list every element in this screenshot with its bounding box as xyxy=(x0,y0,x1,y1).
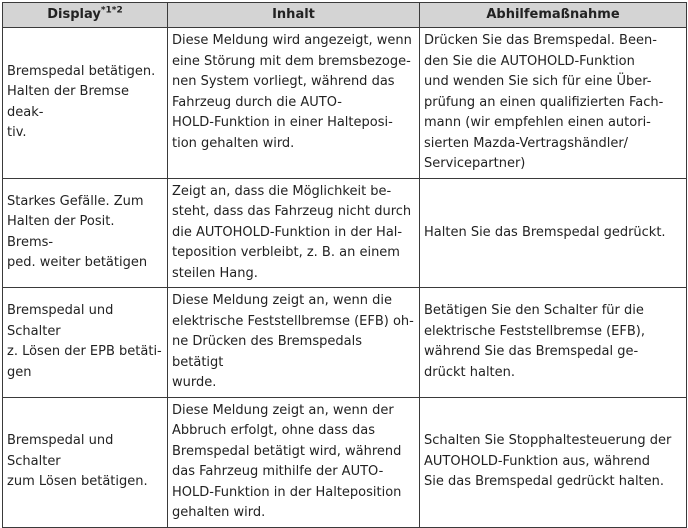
header-display xyxy=(3,3,168,28)
cell-display: Bremspedal und Schalter zum Lösen betätigen. xyxy=(3,397,168,527)
cell-display: Starkes Gefälle. Zum Halten der Posit. Brems- ped. weiter betätigen xyxy=(3,178,168,288)
table-header-row xyxy=(3,3,687,28)
cell-content: Diese Meldung zeigt an, wenn der Abbruch erfolgt, ohne dass das Bremspedal betätigt wird, während das Fahrzeug mithilfe der AUTO- HOLD-Funktion in der Halteposition gehalten wird. xyxy=(168,397,420,527)
header-content: Inhalt xyxy=(168,3,420,28)
table-row xyxy=(3,397,687,527)
cell-display: Bremspedal und Schalter z. Lösen der EPB betäti- gen xyxy=(3,288,168,398)
header-action: Abhilfemaßnahme xyxy=(420,3,687,28)
table-row xyxy=(3,178,687,288)
cell-action: Schalten Sie Stopphaltesteuerung der AUTOHOLD-Funktion aus, während Sie das Bremspedal gedrückt halten. xyxy=(420,397,687,527)
cell-content: Diese Meldung zeigt an, wenn die elektrische Feststellbremse (EFB) oh- ne Drücken des Bremspedals betätigt wurde. xyxy=(168,288,420,398)
table-row xyxy=(3,28,687,179)
cell-content: Diese Meldung wird angezeigt, wenn eine Störung mit dem bremsbezoge- nen System vorliegt, während das Fahrzeug durch die AUTO- HOLD-Funktion in einer Halteposi- tion gehalten wird. xyxy=(168,28,420,179)
message-table xyxy=(2,2,687,528)
header-display-footnote: *1*2 xyxy=(100,5,123,16)
cell-action: Drücken Sie das Bremspedal. Been- den Sie die AUTOHOLD-Funktion und wenden Sie sich für eine Über- prüfung an einen qualifizierten Fach- mann (wir empfehlen einen autori- sierten Mazda-Vertragshändler/ Servicepartner) xyxy=(420,28,687,179)
table-row xyxy=(3,288,687,398)
cell-content: Zeigt an, dass die Möglichkeit be- steht, dass das Fahrzeug nicht durch die AUTOHOLD-Funktion in der Hal- teposition verbleibt, z. B. an einem steilen Hang. xyxy=(168,178,420,288)
cell-display: Bremspedal betätigen. Halten der Bremse deak- tiv. xyxy=(3,28,168,179)
cell-action: Halten Sie das Bremspedal gedrückt. xyxy=(420,178,687,288)
header-display-label: Display xyxy=(47,6,101,22)
cell-action: Betätigen Sie den Schalter für die elektrische Feststellbremse (EFB), während Sie das Bremspedal ge- drückt halten. xyxy=(420,288,687,398)
